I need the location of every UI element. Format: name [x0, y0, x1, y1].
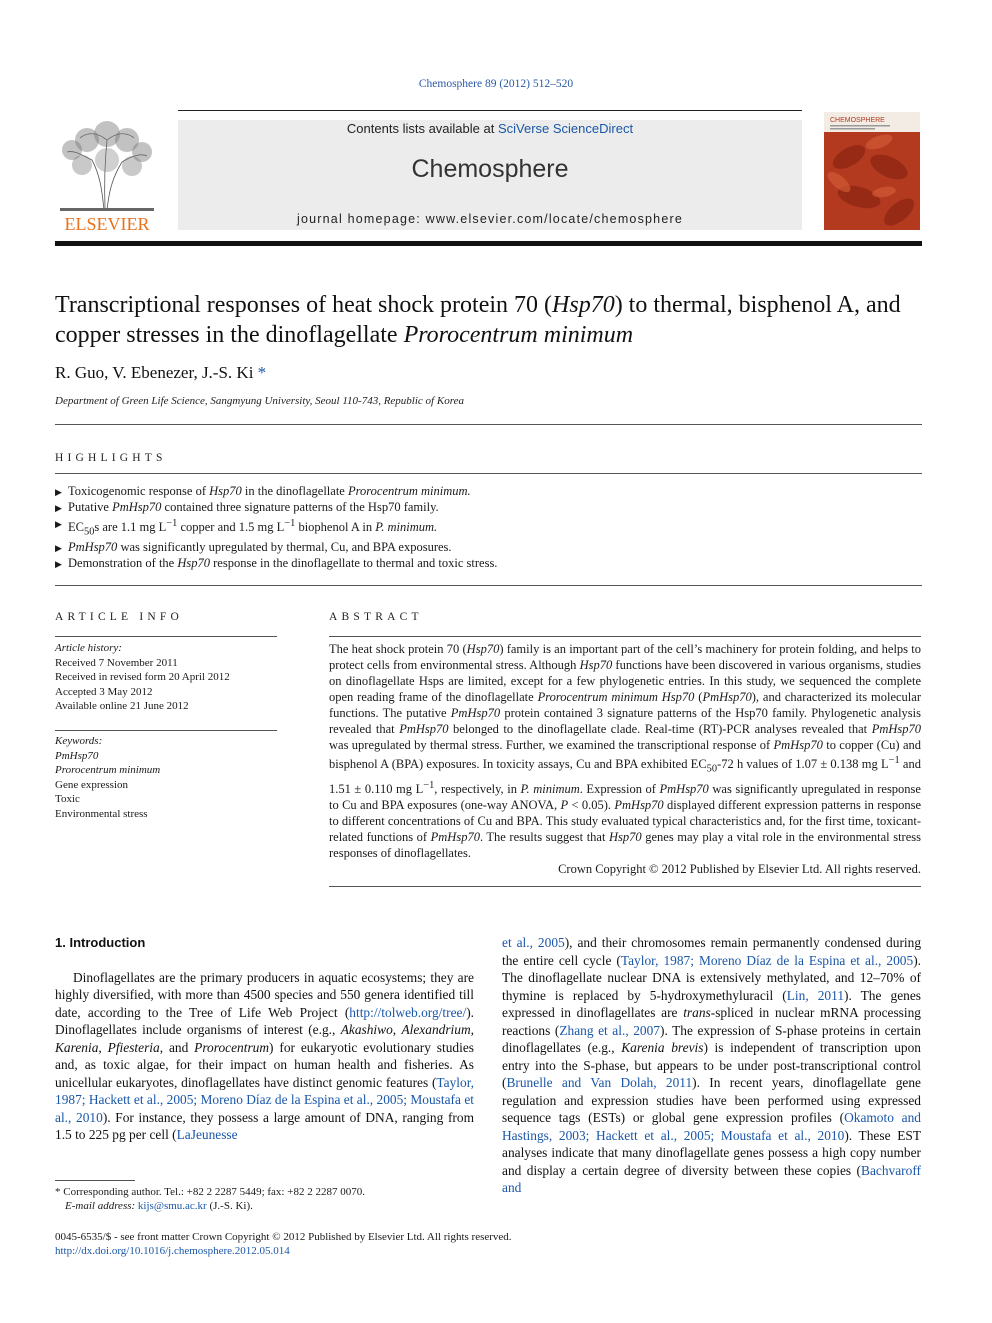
title-italic-1: Hsp70: [552, 292, 615, 318]
title-text-1: Transcriptional responses of heat shock protein 70 (: [55, 292, 553, 318]
corresponding-author-note: * Corresponding author. Tel.: +82 2 2287 5449; fax: +82 2 2287 0070.: [55, 1186, 365, 1198]
abstract-body: The heat shock protein 70 (Hsp70) family is an important part of the cell’s machinery for protein folding, and helps to protect cells from environmental stress. Although Hsp70 functions have been discovered in various organisms, studies on dinoflagellate Hsps are limited, except for a few phylogenetic entries. In this study, we sequenced the complete open reading frame of the dinoflagellate Prorocentrum minimum Hsp70 (PmHsp70), and characterized its molecular functions. The putative PmHsp70 protein contained 3 signature patterns of the Hsp70 family. Phylogenetic analysis revealed that PmHsp70 belonged to the dinoflagellate clade. Real-time (RT)-PCR analyses revealed that PmHsp70 was upregulated by thermal stress. Further, we examined the transcriptional response of PmHsp70 to copper (Cu) and bisphenol A (BPA) exposures. In toxicity assays, Cu and BPA exhibited $EC_{50}-72$ h values of 1.07 ± 0.138 mg $L^{-1}$ and 1.51 ± 0.110 mg $L^{-1}$, respectively, in P. minimum. Expression of PmHsp70 was significantly upregulated in response to Cu and BPA exposures (one-way ANOVA, P < 0.05). PmHsp70 displayed different expression patterns in response to different concentrations of Cu and BPA. This study evaluated typical characteristics and, for the first time, toxicant-related functions of PmHsp70. The results suggest that Hsp70 genes may play a vital role in the environmental stress responses of dinoflagellates. Crown Copyright © 2012 Published by Elsevier Ltd. All rights reserved.: [329, 642, 922, 876]
hl-text: was significantly upregulated by thermal, Cu, and BPA exposures.: [117, 540, 452, 555]
divider: [329, 636, 921, 637]
abstract-heading: ABSTRACT: [329, 611, 423, 623]
keyword-item: Toxic: [55, 793, 80, 805]
contents-line: [178, 121, 802, 136]
hl-text: EC: [68, 520, 84, 535]
highlight-item: [55, 540, 925, 556]
bullet-triangle-icon: ▶: [55, 519, 62, 529]
keyword-item: Prorocentrum minimum: [55, 764, 161, 776]
doi-link[interactable]: http://dx.doi.org/10.1016/j.chemosphere.2012.05.014: [55, 1245, 290, 1257]
history-item: Received 7 November 2011: [55, 656, 178, 669]
hl-sup: −1: [284, 518, 296, 529]
footnote-divider: [55, 1180, 135, 1181]
hl-italic: Prorocentrum minimum.: [347, 484, 471, 498]
keyword-item: Environmental stress: [55, 807, 148, 820]
hl-text: response in the dinoflagellate to thermal and toxic stress.: [210, 556, 498, 571]
corresponding-author-mark[interactable]: *: [257, 363, 267, 382]
divider: [55, 730, 277, 731]
header-divider: [178, 110, 802, 111]
article-title: [55, 290, 925, 350]
highlights-list: [55, 484, 925, 572]
hl-text: Demonstration of the: [68, 556, 178, 571]
journal-name: Chemosphere: [411, 155, 569, 183]
hl-text: contained three signature patterns of the Hsp70 family.: [161, 500, 439, 514]
history-item: Received in revised form 20 April 2012: [55, 671, 230, 683]
title-text-2: ) to thermal, bisphenol A, and copper stresses in the dinoflagellate: [55, 292, 901, 348]
highlight-item: [55, 556, 925, 572]
hl-italic: PmHsp70: [112, 500, 162, 514]
tolweb-link[interactable]: http://tolweb.org/tree/: [349, 1004, 467, 1020]
issn-line: 0045-6535/$ - see front matter Crown Copyright © 2012 Published by Elsevier Ltd. All rights reserved.: [55, 1231, 512, 1243]
hl-sup: −1: [166, 518, 178, 529]
hl-italic: Hsp70: [177, 556, 211, 571]
hl-text: Toxicogenomic response of: [68, 484, 210, 498]
bullet-triangle-icon: ▶: [55, 487, 62, 497]
bullet-triangle-icon: ▶: [55, 503, 62, 513]
email-suffix: (J.-S. Ki).: [206, 1200, 253, 1212]
hl-text: s are 1.1 mg L: [94, 520, 167, 535]
divider: [55, 473, 922, 474]
journal-cover-image[interactable]: [824, 112, 920, 230]
history-item: Available online 21 June 2012: [55, 700, 189, 712]
divider: [55, 585, 922, 586]
history-label: Article history:: [55, 642, 122, 654]
highlight-item: [55, 484, 925, 500]
divider: [329, 886, 921, 887]
divider: [55, 424, 922, 425]
divider: [55, 636, 277, 637]
intro-paragraph: Dinoflagellates are the primary producers in aquatic ecosystems; they are highly diversified, with more than 4500 species and 550 genera identified till date, according to the Tree of Life Web Project (http://tolweb.org/tree/). Dinoflagellates include organisms of interest (e.g., Akashiwo, Alexandrium, Karenia, Pfiesteria, and Prorocentrum) for eukaryotic evolutionary studies and, as toxic algae, for their impact on human health and fisheries. As unicellular eukaryotes, dinoflagellates have distinct genomic features (Taylor, 1987; Hackett et al., 2005; Moreno Díaz de la Espina et al., 2005; Moustafa et al., 2010). For instance, they possess a large amount of DNA, ranging from 1.5 to 225 pg per cell (LaJeunesse: [55, 969, 474, 1142]
highlight-item: [55, 516, 925, 540]
hl-italic: P. minimum.: [375, 520, 438, 535]
abstract-copyright: Crown Copyright © 2012 Published by Elsevier Ltd. All rights reserved.: [558, 861, 921, 876]
keyword-item: Gene expression: [55, 778, 129, 791]
elsevier-logo[interactable]: [52, 120, 162, 235]
hl-text: copper and 1.5 mg L: [177, 520, 285, 535]
email-link[interactable]: kijs@smu.ac.kr: [137, 1200, 207, 1212]
introduction-heading: 1. Introduction: [55, 935, 146, 950]
body-column-right: et al., 2005), and their chromosomes remain permanently condensed during the entire cell cycle (Taylor, 1987; Moreno Díaz de la Espina et al., 2005). The dinoflagellate nuclear DNA is extensively methylated, and 12–70% of thymine is replaced by 5-hydroxymethyluracil (Lin, 2011). The genes expressed in dinoflagellates are trans-spliced in nuclear mRNA processing reactions (Zhang et al., 2007). The expression of S-phase proteins in certain dinoflagellates (e.g., Karenia brevis) is independent of transcription upon entry into the S-phase, but appears to be under post-transcriptional control (Brunelle and Van Dolah, 2011). In recent years, dinoflagellate gene regulation and expression studies have been performed using expressed sequence tags (ESTs) or global gene expression profiles (Okamoto and Hastings, 2003; Hackett et al., 2005; Moustafa et al., 2010). These EST analyses indicate that many dinoflagellate genes possess a high copy number and display a certain degree of diversity between these copies (Bachvaroff and: [502, 935, 922, 1195]
hl-text: Putative: [68, 500, 113, 514]
hl-sub: 50: [83, 526, 95, 538]
header-thick-rule: [55, 241, 922, 246]
sciencedirect-link[interactable]: SciVerse ScienceDirect: [497, 121, 634, 136]
keywords: [55, 734, 277, 821]
article-info-heading: ARTICLE INFO: [55, 611, 183, 623]
hl-italic: PmHsp70: [68, 540, 118, 555]
history-item: Accepted 3 May 2012: [55, 685, 153, 698]
bullet-triangle-icon: ▶: [55, 559, 62, 570]
email-label: E-mail address:: [65, 1200, 138, 1212]
keyword-item: PmHsp70: [55, 749, 99, 762]
bullet-triangle-icon: ▶: [55, 543, 62, 554]
journal-citation[interactable]: Chemosphere 89 (2012) 512–520: [418, 78, 574, 90]
highlight-item: [55, 500, 925, 516]
footnotes: [55, 1185, 475, 1213]
journal-homepage: [178, 212, 802, 226]
hl-text: in the dinoflagellate: [241, 484, 348, 498]
cover-title: CHEMOSPHERE: [830, 117, 885, 124]
homepage-url[interactable]: www.elsevier.com/locate/chemosphere: [425, 212, 683, 226]
article-info: [55, 641, 277, 714]
title-italic-2: Prorocentrum minimum: [403, 322, 634, 348]
body-column-left: [55, 934, 474, 1144]
front-matter: [55, 1230, 512, 1258]
author-list: [55, 363, 266, 383]
hl-text: biophenol A in: [295, 520, 376, 535]
highlights-heading: HIGHLIGHTS: [55, 452, 167, 464]
elsevier-logo-text: ELSEVIER: [64, 214, 150, 234]
affiliation: Department of Green Life Science, Sangmyung University, Seoul 110-743, Republic of Korea: [55, 395, 464, 407]
authors: R. Guo, V. Ebenezer, J.-S. Ki: [55, 363, 254, 382]
homepage-prefix: journal homepage:: [297, 212, 426, 226]
hl-italic: Hsp70: [209, 484, 242, 498]
contents-prefix: Contents lists available at: [346, 121, 498, 136]
keywords-label: Keywords:: [55, 735, 103, 747]
